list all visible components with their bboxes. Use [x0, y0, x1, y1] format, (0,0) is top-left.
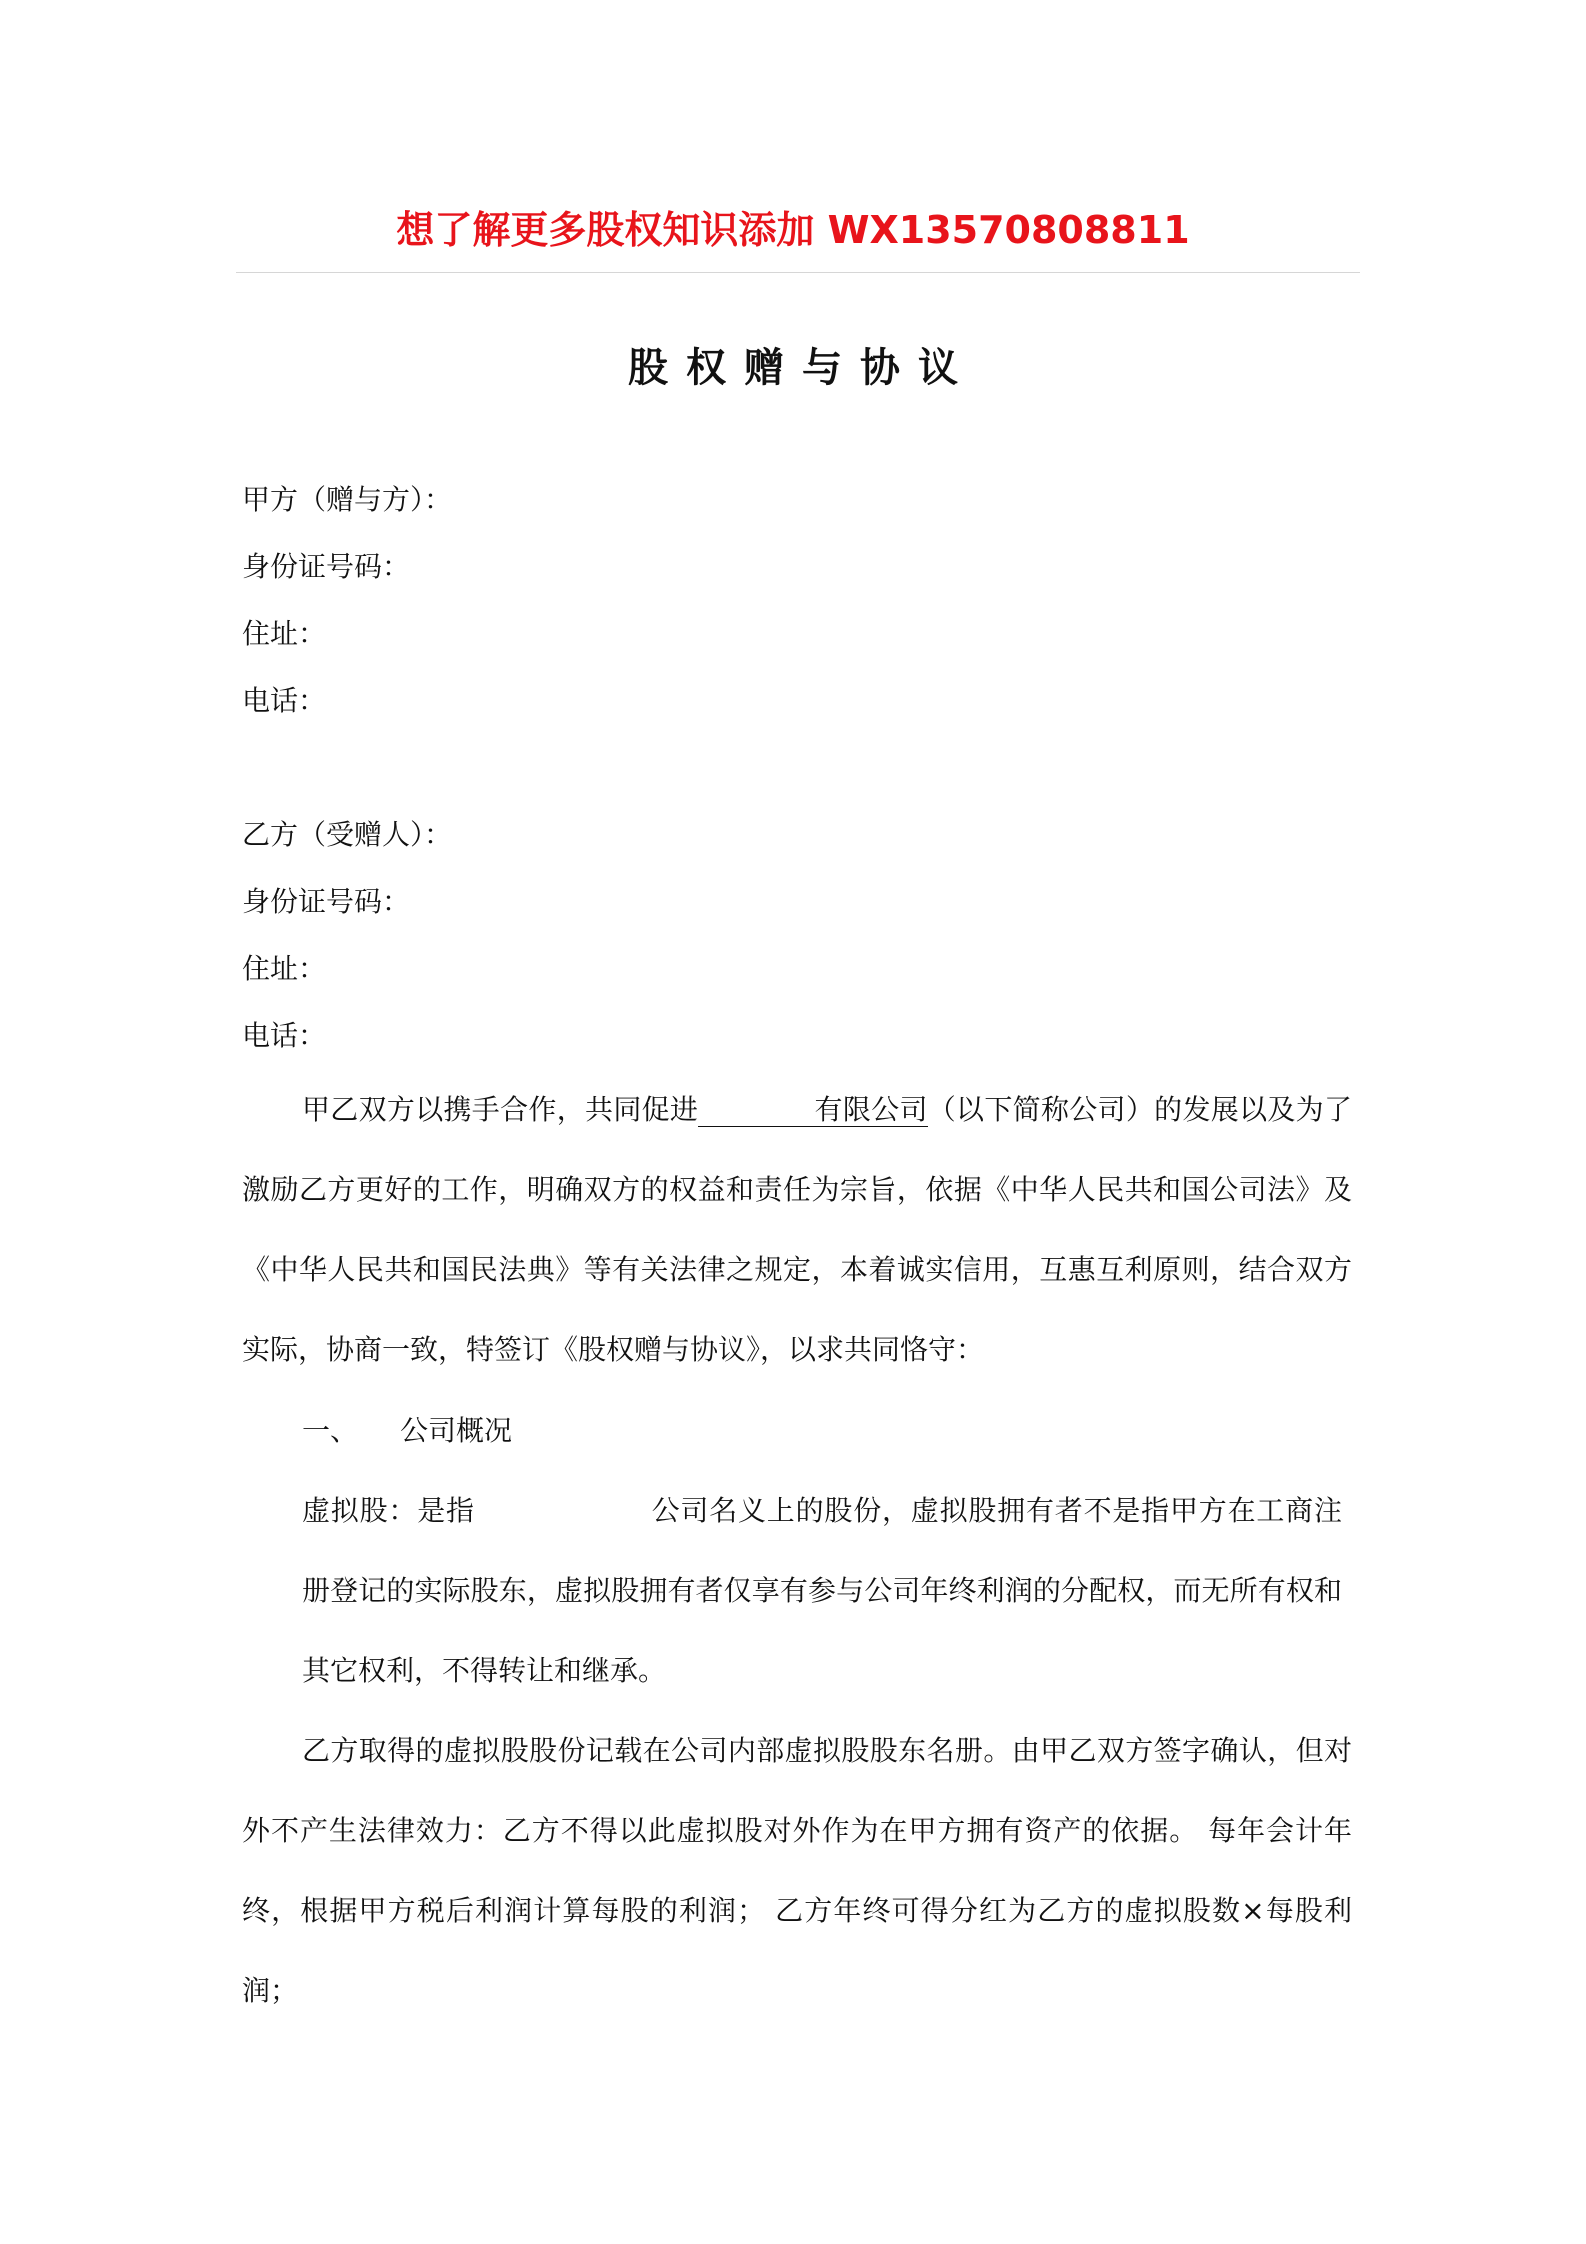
- intro-part1: 甲乙双方以携手合作，共同促进: [302, 1093, 699, 1126]
- party-b-address-label: 住址：: [242, 952, 327, 985]
- intro-paragraph: [242, 1070, 1352, 1390]
- share-record-paragraph: 乙方取得的虚拟股股份记载在公司内部虚拟股股东名册。由甲乙双方签字确认，但对外不产生法律效力：乙方不得以此虚拟股对外作为在甲方拥有资产的依据。 每年会计年终，根据甲方税后利润计算每股的利润； 乙方年终可得分红为乙方的虚拟股数×每股利润；: [242, 1734, 1352, 2007]
- party-b-phone-label: 电话：: [242, 1019, 327, 1052]
- party-a-phone-label: 电话：: [242, 684, 327, 717]
- section-1-number: 一、: [302, 1414, 359, 1447]
- virtual-share-part2: 公司名义上的股份，虚拟股拥有者不是指甲方在工商注册登记的实际股东，虚拟股拥有者仅享有参与公司年终利润的分配权，而无所有权和其它权利，不得转让和继承。: [302, 1494, 1342, 1687]
- header-divider: [236, 272, 1360, 273]
- virtual-share-part1: 虚拟股：是指: [302, 1494, 475, 1527]
- document-title: 股权赠与协议: [628, 345, 976, 391]
- party-a-id-label: 身份证号码：: [242, 550, 411, 583]
- party-b-id-label: 身份证号码：: [242, 885, 411, 918]
- virtual-share-definition: [302, 1471, 1342, 1711]
- party-b-label: 乙方（受赠人）：: [242, 818, 453, 851]
- section-1-heading: [302, 1411, 512, 1451]
- intro-part2: （以下简称公司）的发展以及为了激励乙方更好的工作，明确双方的权益和责任为宗旨，依据《中华人民共和国公司法》及《中华人民共和国民法典》等有关法律之规定，本着诚实信用，互惠互利原则，结合双方实际，协商一致，特签订《股权赠与协议》，以求共同恪守：: [242, 1093, 1352, 1366]
- party-a-address-label: 住址：: [242, 617, 327, 650]
- company-name-blank: [698, 1093, 928, 1127]
- party-a-label: 甲方（赠与方）：: [242, 483, 453, 516]
- company-suffix: 有限公司: [814, 1093, 928, 1126]
- section-1-title: 公司概况: [400, 1414, 513, 1447]
- header-banner: 想了解更多股权知识添加 WX13570808811: [396, 208, 1190, 252]
